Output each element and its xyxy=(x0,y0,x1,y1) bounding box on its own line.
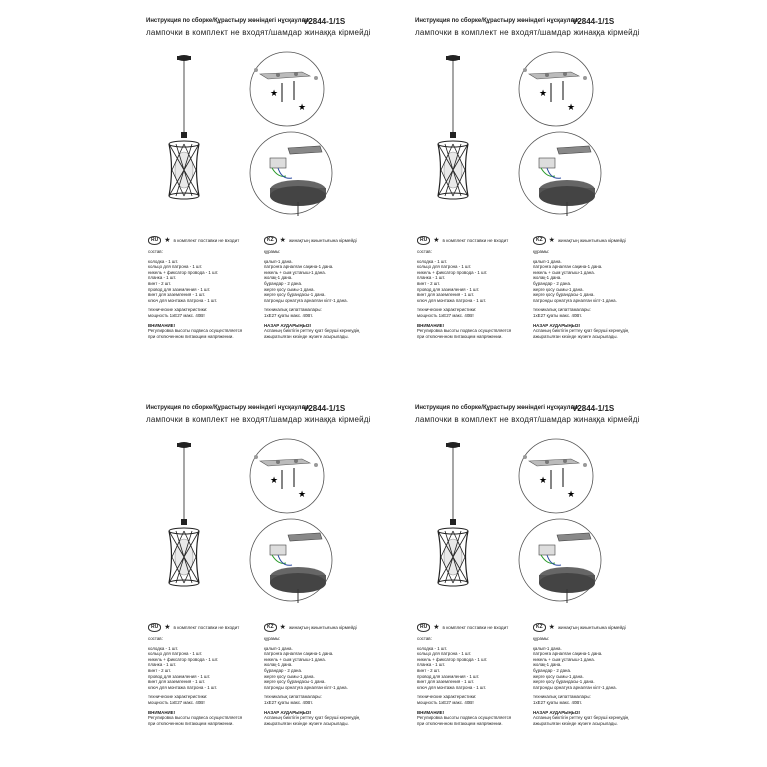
star-icon: ★ xyxy=(548,623,555,631)
star-icon: ★ xyxy=(548,236,555,244)
list-item: жерге қосу сымы-1 дана. xyxy=(264,286,315,292)
kz-specs-title: техникалық сипаттамалары: xyxy=(264,307,322,313)
ru-specs: мощность 1xE27 макс. 40Вт xyxy=(148,312,206,318)
ru-badge: RU xyxy=(148,623,161,632)
pendant-lamp-illustration xyxy=(425,437,485,597)
kz-column xyxy=(264,236,382,339)
list-item: провод для заземления - 1 шт. xyxy=(148,286,211,292)
svg-text:★: ★ xyxy=(539,89,548,99)
list-item: қалып-1 дана. xyxy=(533,645,562,651)
ru-warning-line: при отключенном питающем напряжении. xyxy=(148,333,234,339)
ru-title: состав: xyxy=(148,636,163,641)
list-item: колодка - 1 шт. xyxy=(148,258,179,264)
ru-warning-line: Регулировка высоты подвеса осуществляется xyxy=(148,328,243,334)
list-item: жерге қосу сымы-1 дана. xyxy=(264,673,315,679)
star-icon: ★ xyxy=(433,623,440,631)
instruction-sheet-bottom-right xyxy=(415,405,675,750)
canopy-wiring-diagram xyxy=(517,130,603,216)
canopy-wiring-diagram xyxy=(517,517,603,603)
svg-text:★: ★ xyxy=(270,476,279,486)
kz-specs-title: техникалық сипаттамалары: xyxy=(533,307,591,313)
ru-warning-line: Регулировка высоты подвеса осуществляется xyxy=(148,715,243,721)
pendant-lamp-illustration xyxy=(425,50,485,210)
list-item: патронға арналған сақина-1 дана. xyxy=(533,264,603,270)
list-item: кольцо для патрона - 1 шт. xyxy=(148,264,203,270)
ru-column xyxy=(417,623,535,726)
list-item: никель + сым ұстағыш-1 дана. xyxy=(264,656,326,662)
ru-column xyxy=(148,623,266,726)
list-item: жерге қосу сымы-1 дана. xyxy=(533,673,584,679)
list-item: ключ для монтажа патрона - 1 шт. xyxy=(417,684,487,690)
list-item: жерге қосу бұрандасы-1 дана. xyxy=(264,679,326,685)
header-title: Инструкция по сборке/Құрастыру жөніндегі нұсқаулық xyxy=(146,18,310,24)
kz-warning-title: НАЗАР АУДАРЫҢЫЗ! xyxy=(264,709,312,715)
star-icon: ★ xyxy=(164,623,171,631)
star-icon: ★ xyxy=(279,623,286,631)
kz-warning-line: Аспаның биіктігін реттеу қуат беруші кернеудің xyxy=(533,715,629,721)
ru-warning-line: Регулировка высоты подвеса осуществляется xyxy=(417,715,512,721)
mounting-bracket-diagram xyxy=(248,437,326,515)
kz-specs-title: техникалық сипаттамалары: xyxy=(533,694,591,700)
mounting-bracket-diagram xyxy=(517,50,595,128)
kz-warning-line: ажыратылған кезінде жүзеге асырылады. xyxy=(264,333,349,339)
kz-specs: 1xE27 қуаты макс. 40Вт. xyxy=(533,312,582,318)
ru-specs: мощность 1xE27 макс. 40Вт xyxy=(417,699,475,705)
ru-note: в комплект поставки не входит xyxy=(442,237,509,243)
kz-warning-line: Аспаның биіктігін реттеу қуат беруші кернеудің xyxy=(264,328,360,334)
ru-title: состав: xyxy=(417,249,432,254)
list-item: патронға арналған сақина-1 дана. xyxy=(264,651,334,657)
instruction-sheet-bottom-left xyxy=(146,405,406,750)
list-item: планка - 1 шт. xyxy=(148,662,177,668)
list-item: патронды орнатуға арналған кілт-1 дана. xyxy=(264,684,348,690)
ru-badge: RU xyxy=(417,623,430,632)
svg-text:★: ★ xyxy=(298,490,307,500)
ru-warning-line: Регулировка высоты подвеса осуществляется xyxy=(417,328,512,334)
list-item: бұрандар - 2 дана. xyxy=(533,667,572,673)
svg-text:★: ★ xyxy=(567,490,576,500)
mounting-bracket-diagram xyxy=(248,50,326,128)
list-item: қалып-1 дана. xyxy=(264,258,293,264)
svg-text:★: ★ xyxy=(539,476,548,486)
list-item: планка - 1 шт. xyxy=(417,662,446,668)
ru-warning-line: при отключенном питающем напряжении. xyxy=(417,720,503,726)
ru-warning-title: ВНИМАНИЕ! xyxy=(148,322,176,328)
star-icon: ★ xyxy=(164,236,171,244)
pendant-lamp-illustration xyxy=(156,437,216,597)
list-item: патронды орнатуға арналған кілт-1 дана. xyxy=(264,297,348,303)
instruction-sheet-top-right xyxy=(415,18,675,363)
kz-title: құрамы: xyxy=(533,636,550,641)
ru-warning-line: при отключенном питающем напряжении. xyxy=(417,333,503,339)
list-item: қалып-1 дана. xyxy=(533,258,562,264)
list-item: кольцо для патрона - 1 шт. xyxy=(417,651,472,657)
kz-column xyxy=(533,623,651,726)
header-subtitle: лампочки в комплект не входят/шамдар жинаққа кірмейді xyxy=(415,28,640,37)
header-title: Инструкция по сборке/Құрастыру жөніндегі нұсқаулық xyxy=(415,405,579,411)
list-item: жолақ-1 дана. xyxy=(264,662,293,668)
kz-warning-line: ажыратылған кезінде жүзеге асырылады. xyxy=(533,333,618,339)
list-item: жолақ-1 дана. xyxy=(533,275,562,281)
kz-specs: 1xE27 қуаты макс. 40Вт. xyxy=(264,312,313,318)
kz-title: құрамы: xyxy=(264,636,281,641)
kz-note: жинақтың жиынтығына кірмейді xyxy=(557,237,626,243)
list-item: никель + сым ұстағыш-1 дана. xyxy=(533,656,595,662)
list-item: никель + сым ұстағыш-1 дана. xyxy=(264,269,326,275)
kz-column xyxy=(533,236,651,339)
list-item: никель + фиксатор провода - 1 шт. xyxy=(417,269,488,275)
list-item: винт - 2 шт. xyxy=(148,280,172,286)
list-item: бұрандар - 2 дана. xyxy=(264,667,303,673)
kz-warning-title: НАЗАР АУДАРЫҢЫЗ! xyxy=(533,322,581,328)
kz-warning-line: Аспаның биіктігін реттеу қуат беруші кернеудің xyxy=(533,328,629,334)
model-code: V2844-1/1S xyxy=(572,404,615,413)
list-item: провод для заземления - 1 шт. xyxy=(417,286,480,292)
list-item: винт для заземления - 1 шт. xyxy=(148,679,206,685)
ru-title: состав: xyxy=(148,249,163,254)
model-code: V2844-1/1S xyxy=(303,404,346,413)
pendant-lamp-illustration xyxy=(156,50,216,210)
list-item: қалып-1 дана. xyxy=(264,645,293,651)
ru-specs: мощность 1xE27 макс. 40Вт xyxy=(148,699,206,705)
header-subtitle: лампочки в комплект не входят/шамдар жинаққа кірмейді xyxy=(146,415,371,424)
kz-note: жинақтың жиынтығына кірмейді xyxy=(288,237,357,243)
ru-badge: RU xyxy=(148,236,161,245)
kz-specs: 1xE27 қуаты макс. 40Вт. xyxy=(533,699,582,705)
header-title: Инструкция по сборке/Құрастыру жөніндегі нұсқаулық xyxy=(415,18,579,24)
kz-badge: KZ xyxy=(264,623,277,632)
ru-column xyxy=(417,236,535,339)
kz-title: құрамы: xyxy=(264,249,281,254)
list-item: никель + фиксатор провода - 1 шт. xyxy=(148,269,219,275)
list-item: бұрандар - 2 дана. xyxy=(264,280,303,286)
ru-note: в комплект поставки не входит xyxy=(173,624,240,630)
list-item: провод для заземления - 1 шт. xyxy=(417,673,480,679)
kz-warning-title: НАЗАР АУДАРЫҢЫЗ! xyxy=(264,322,312,328)
star-icon: ★ xyxy=(279,236,286,244)
list-item: провод для заземления - 1 шт. xyxy=(148,673,211,679)
list-item: винт для заземления - 1 шт. xyxy=(417,679,475,685)
list-item: винт для заземления - 1 шт. xyxy=(148,292,206,298)
header-subtitle: лампочки в комплект не входят/шамдар жинаққа кірмейді xyxy=(146,28,371,37)
list-item: жерге қосу сымы-1 дана. xyxy=(533,286,584,292)
kz-column xyxy=(264,623,382,726)
ru-specs-title: технические характеристики: xyxy=(148,307,208,313)
svg-text:★: ★ xyxy=(270,89,279,99)
ru-specs: мощность 1xE27 макс. 40Вт xyxy=(417,312,475,318)
svg-text:★: ★ xyxy=(567,103,576,113)
list-item: винт - 2 шт. xyxy=(148,667,172,673)
list-item: жолақ-1 дана. xyxy=(264,275,293,281)
list-item: винт - 2 шт. xyxy=(417,667,441,673)
kz-warning-line: ажыратылған кезінде жүзеге асырылады. xyxy=(264,720,349,726)
list-item: колодка - 1 шт. xyxy=(148,645,179,651)
ru-note: в комплект поставки не входит xyxy=(442,624,509,630)
header-subtitle: лампочки в комплект не входят/шамдар жинаққа кірмейді xyxy=(415,415,640,424)
ru-warning-line: при отключенном питающем напряжении. xyxy=(148,720,234,726)
ru-specs-title: технические характеристики: xyxy=(417,694,477,700)
list-item: планка - 1 шт. xyxy=(148,275,177,281)
list-item: колодка - 1 шт. xyxy=(417,258,448,264)
model-code: V2844-1/1S xyxy=(572,17,615,26)
list-item: патронға арналған сақина-1 дана. xyxy=(264,264,334,270)
list-item: кольцо для патрона - 1 шт. xyxy=(148,651,203,657)
list-item: винт - 2 шт. xyxy=(417,280,441,286)
list-item: бұрандар - 2 дана. xyxy=(533,280,572,286)
instruction-sheet-top-left xyxy=(146,18,406,363)
canopy-wiring-diagram xyxy=(248,517,334,603)
kz-warning-line: Аспаның биіктігін реттеу қуат беруші кернеудің xyxy=(264,715,360,721)
ru-title: состав: xyxy=(417,636,432,641)
list-item: ключ для монтажа патрона - 1 шт. xyxy=(148,684,218,690)
kz-title: құрамы: xyxy=(533,249,550,254)
list-item: жолақ-1 дана. xyxy=(533,662,562,668)
list-item: никель + сым ұстағыш-1 дана. xyxy=(533,269,595,275)
ru-note: в комплект поставки не входит xyxy=(173,237,240,243)
list-item: жерге қосу бұрандасы-1 дана. xyxy=(264,292,326,298)
ru-column xyxy=(148,236,266,339)
kz-badge: KZ xyxy=(533,623,546,632)
ru-specs-title: технические характеристики: xyxy=(417,307,477,313)
list-item: планка - 1 шт. xyxy=(417,275,446,281)
header-title: Инструкция по сборке/Құрастыру жөніндегі нұсқаулық xyxy=(146,405,310,411)
kz-warning-line: ажыратылған кезінде жүзеге асырылады. xyxy=(533,720,618,726)
kz-note: жинақтың жиынтығына кірмейді xyxy=(557,624,626,630)
kz-note: жинақтың жиынтығына кірмейді xyxy=(288,624,357,630)
ru-warning-title: ВНИМАНИЕ! xyxy=(148,709,176,715)
mounting-bracket-diagram xyxy=(517,437,595,515)
list-item: жерге қосу бұрандасы-1 дана. xyxy=(533,292,595,298)
list-item: кольцо для патрона - 1 шт. xyxy=(417,264,472,270)
list-item: ключ для монтажа патрона - 1 шт. xyxy=(148,297,218,303)
kz-specs-title: техникалық сипаттамалары: xyxy=(264,694,322,700)
kz-badge: KZ xyxy=(533,236,546,245)
ru-warning-title: ВНИМАНИЕ! xyxy=(417,322,445,328)
kz-warning-title: НАЗАР АУДАРЫҢЫЗ! xyxy=(533,709,581,715)
ru-specs-title: технические характеристики: xyxy=(148,694,208,700)
list-item: патронды орнатуға арналған кілт-1 дана. xyxy=(533,684,617,690)
list-item: патронға арналған сақина-1 дана. xyxy=(533,651,603,657)
model-code: V2844-1/1S xyxy=(303,17,346,26)
list-item: винт для заземления - 1 шт. xyxy=(417,292,475,298)
list-item: ключ для монтажа патрона - 1 шт. xyxy=(417,297,487,303)
kz-badge: KZ xyxy=(264,236,277,245)
svg-text:★: ★ xyxy=(298,103,307,113)
ru-warning-title: ВНИМАНИЕ! xyxy=(417,709,445,715)
list-item: колодка - 1 шт. xyxy=(417,645,448,651)
kz-specs: 1xE27 қуаты макс. 40Вт. xyxy=(264,699,313,705)
star-icon: ★ xyxy=(433,236,440,244)
list-item: патронды орнатуға арналған кілт-1 дана. xyxy=(533,297,617,303)
list-item: никель + фиксатор провода - 1 шт. xyxy=(417,656,488,662)
canopy-wiring-diagram xyxy=(248,130,334,216)
list-item: жерге қосу бұрандасы-1 дана. xyxy=(533,679,595,685)
list-item: никель + фиксатор провода - 1 шт. xyxy=(148,656,219,662)
ru-badge: RU xyxy=(417,236,430,245)
